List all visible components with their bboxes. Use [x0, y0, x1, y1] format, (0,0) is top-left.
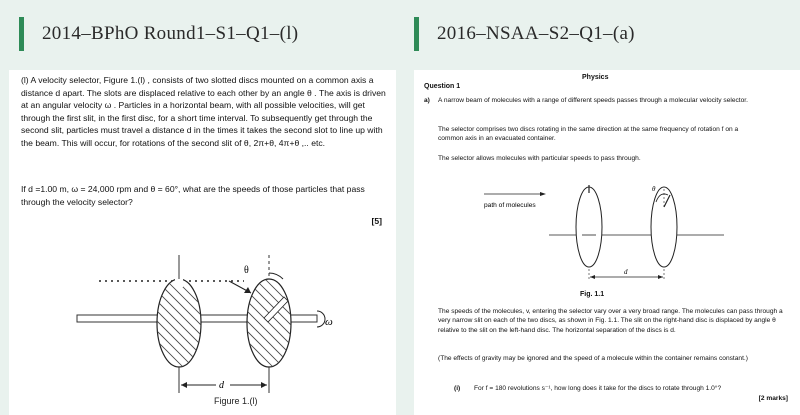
- gravity-note: (The effects of gravity may be ignored and the speed of a molecule within the container remains constant.): [438, 355, 748, 362]
- molecular-selector-figure: [474, 177, 734, 289]
- left-marks: [5]: [371, 216, 382, 226]
- left-figure-caption: Figure 1.(l): [214, 396, 258, 406]
- part-i-text: For f = 180 revolutions s⁻¹, how long does it take for the discs to rotate through 1.0°?: [474, 385, 722, 392]
- right-figure-caption: Fig. 1.1: [580, 291, 605, 298]
- header-accent-bar: [414, 17, 419, 51]
- fig-left-d: d: [219, 380, 224, 391]
- left-question-text: (l) A velocity selector, Figure 1.(l) , consists of two slotted discs mounted on a common axis a distance d apart. The slots are displaced relative to each other by an angle θ . The axis is driven at an angular velocity ω . Particles in a horizontal beam, with all possible velocities, will get through the first slit, in the first disc, for a short time interval. To subsequently get through the second slit, particles must travel a distance d in the times it takes the second slot to line up with the beam. This will occur, for rotations of the second slit of θ, 2π+θ, 4π+θ ,.. etc.: [21, 75, 386, 148]
- selector-description: The selector comprises two discs rotating in the same direction at the same frequency of rotation f on a common axis in an evacuated container.: [438, 126, 739, 143]
- fig-right-d: d: [624, 268, 628, 276]
- left-question-prompt: If d =1.00 m, ω = 24,000 rpm and θ = 60°, what are the speeds of those particles that pass through the velocity selector?: [21, 184, 365, 207]
- left-header: [19, 18, 298, 50]
- right-header-title: 2016–NSAA–S2–Q1–(a): [437, 23, 635, 44]
- header-accent-bar: [19, 17, 24, 51]
- fig-right-theta: θ: [652, 185, 656, 193]
- velocity-selector-figure: [69, 253, 349, 395]
- selector-purpose: The selector allows molecules with particular speeds to pass through.: [438, 155, 641, 162]
- left-header-title: 2014–BPhO Round1–S1–Q1–(l): [42, 23, 299, 44]
- path-of-molecules-label: path of molecules: [484, 202, 536, 209]
- fig-left-theta: θ: [244, 265, 249, 276]
- question-heading: Question 1: [424, 83, 461, 90]
- part-a-text: A narrow beam of molecules with a range of different speeds passes through a molecular velocity selector.: [438, 97, 748, 104]
- part-i-label: (i): [454, 385, 461, 392]
- part-a-label: a): [424, 97, 430, 104]
- right-question-panel: [414, 70, 800, 415]
- left-question-panel: [9, 70, 396, 415]
- part-i-marks: [2 marks]: [758, 395, 788, 402]
- physics-heading: Physics: [582, 74, 609, 81]
- molecule-speeds-text: The speeds of the molecules, v, entering the selector vary over a very broad range. The molecules can pass through a very narrow slit on each of the two discs, as shown in Fig. 1.1. The slit on the right-hand disc is displaced by angle θ relative to the slit on the left-hand disc. The horizontal separation of the discs is d.: [438, 308, 783, 334]
- fig-left-omega: ω: [325, 316, 333, 328]
- right-header: [414, 18, 635, 50]
